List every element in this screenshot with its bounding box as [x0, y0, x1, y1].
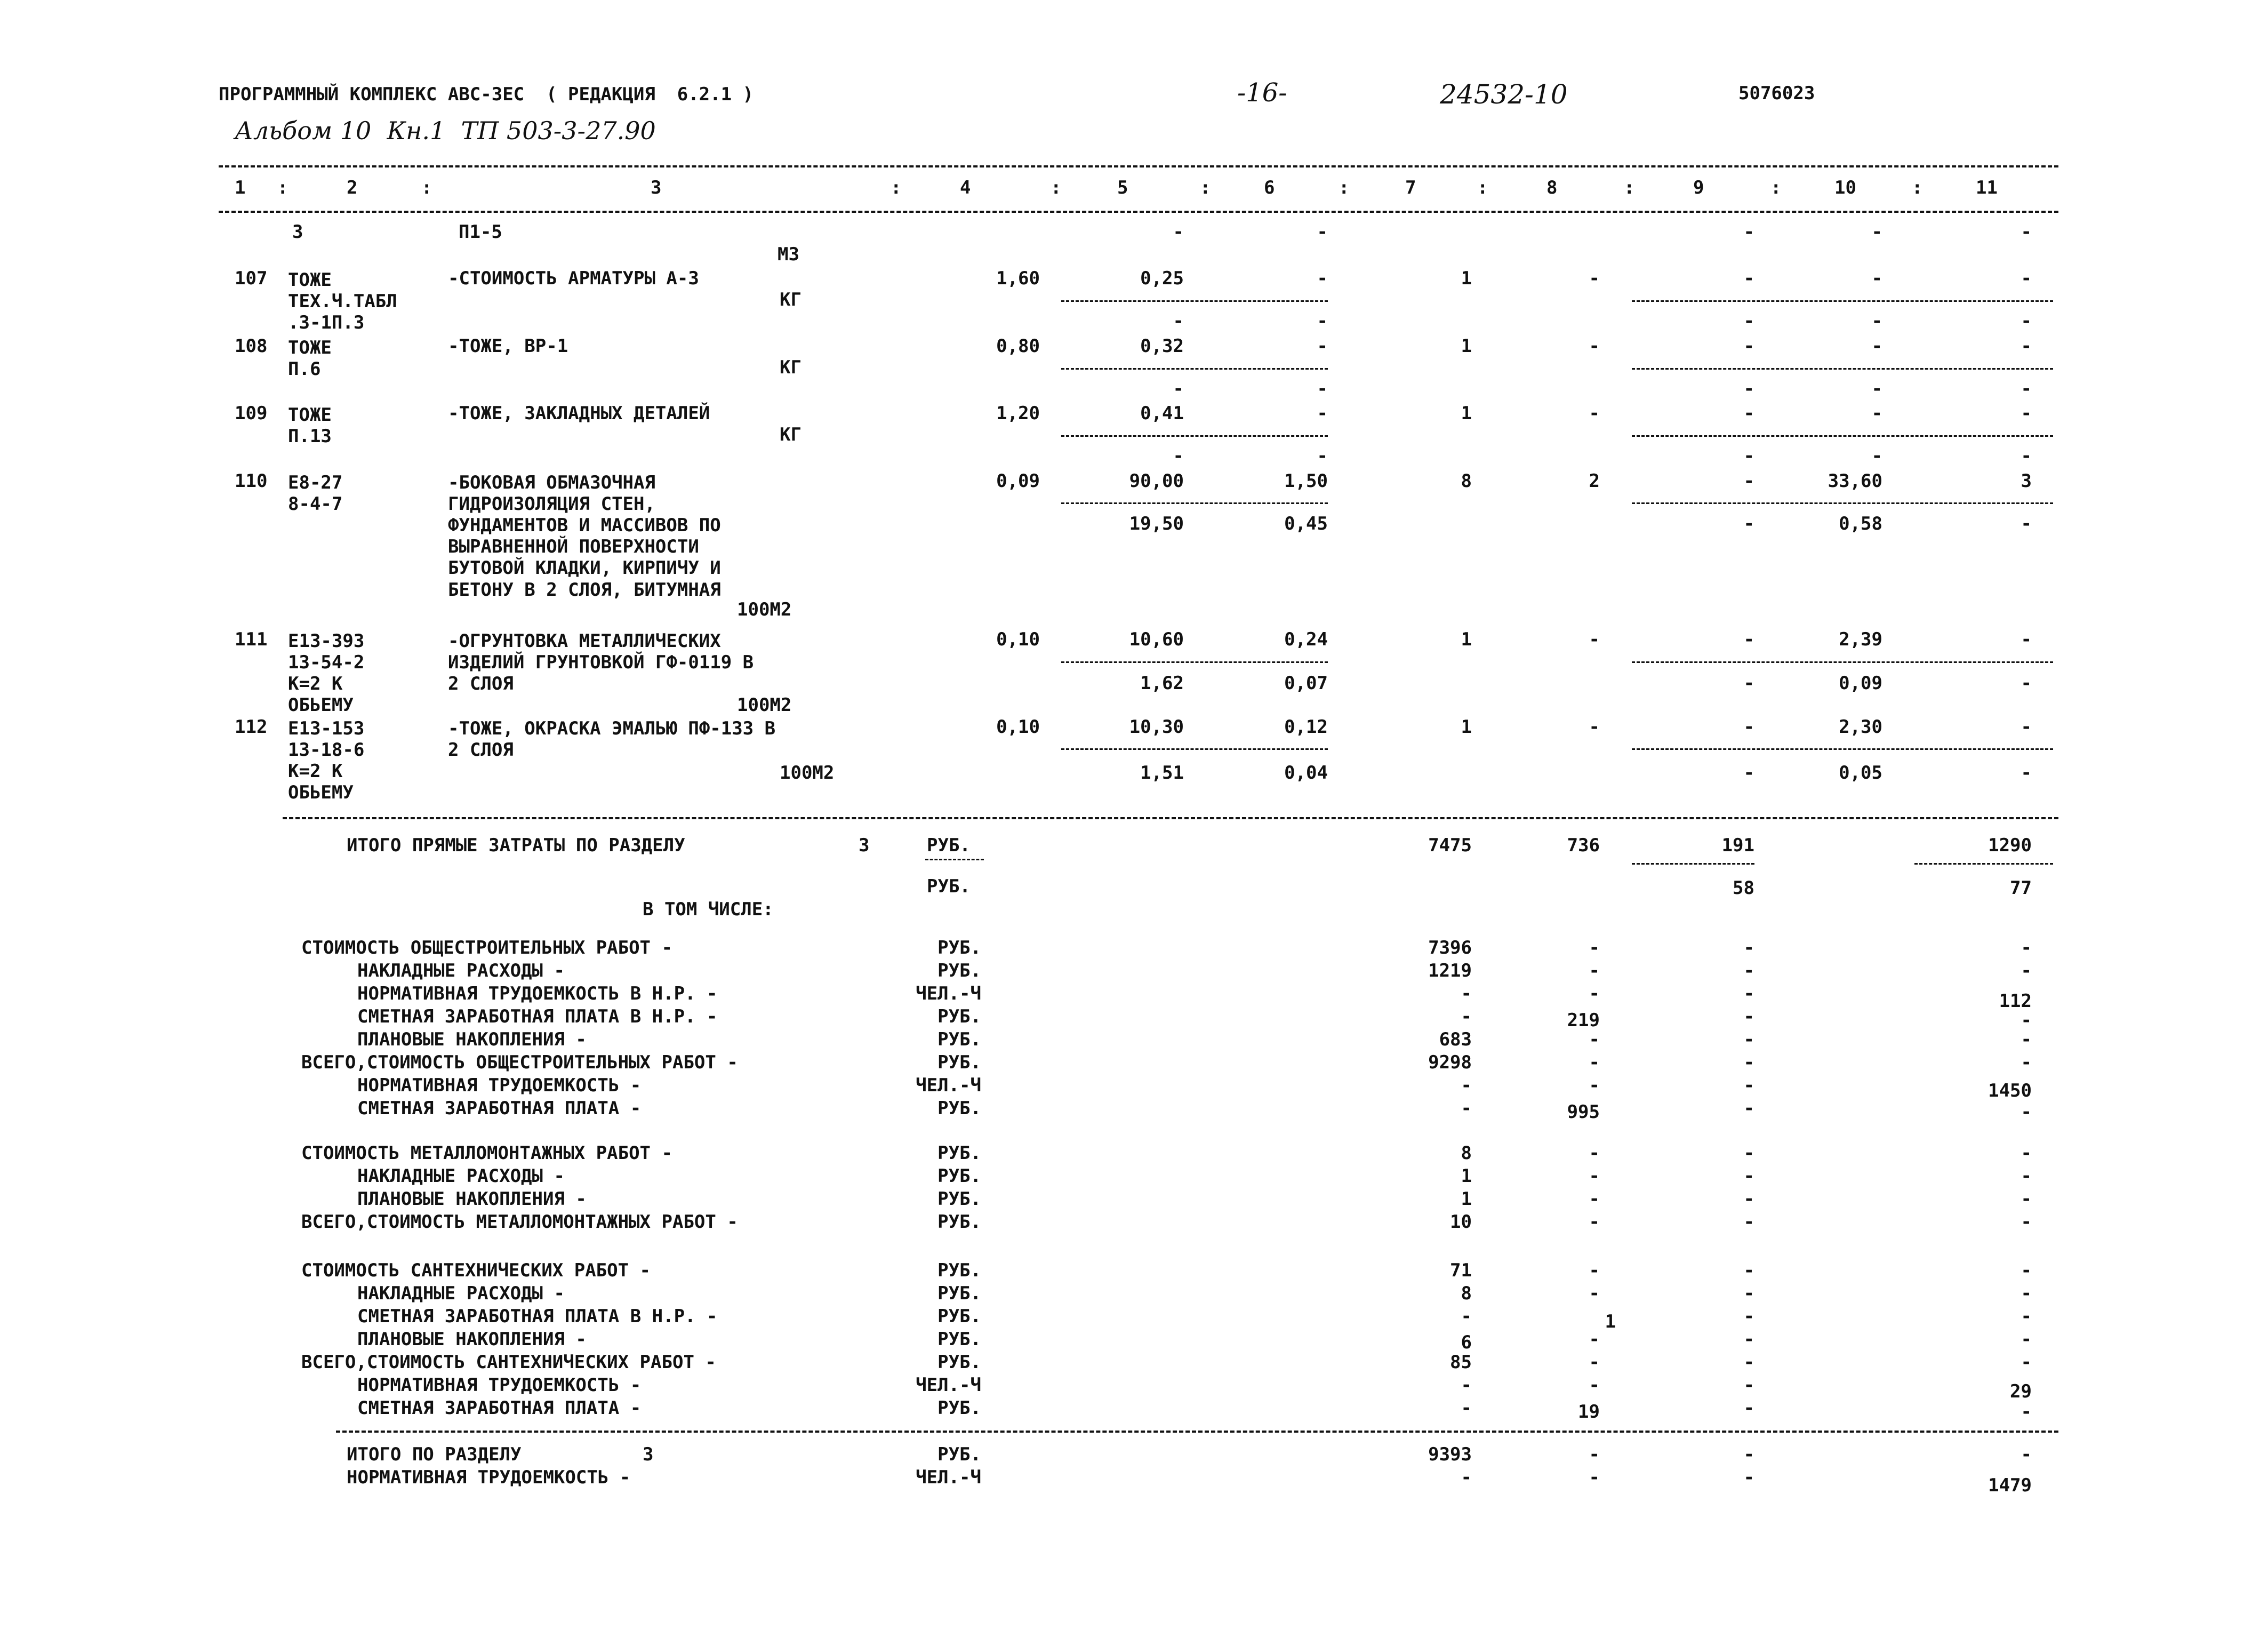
col-header-4: 4 [960, 177, 971, 198]
col-header-10: 10 [1834, 177, 1856, 198]
album-note: Альбом 10 Кн.1 ТП 503-3-27.90 [235, 116, 656, 145]
header-bottom-rule [219, 211, 2058, 213]
col-header-8: 8 [1546, 177, 1558, 198]
col-header-7: 7 [1405, 177, 1416, 198]
section-total-rule [336, 1431, 2058, 1433]
doc-code: 5076023 [1738, 83, 1815, 104]
col-header-9: 9 [1693, 177, 1704, 198]
col-header-2: 2 [347, 177, 358, 198]
including-label: В ТОМ ЧИСЛЕ: [643, 899, 774, 920]
col-header-6: 6 [1264, 177, 1275, 198]
col-header-5: 5 [1117, 177, 1128, 198]
col-header-11: 11 [1976, 177, 1998, 198]
header-top-rule [219, 165, 2058, 167]
page-number: -16- [1237, 78, 1287, 108]
program-title: ПРОГРАММНЫЙ КОМПЛЕКС АВС-ЗЕС ( РЕДАКЦИЯ 6.2.1 ) [219, 84, 754, 105]
col-header-3: 3 [651, 177, 662, 198]
direct-costs-label: ИТОГО ПРЯМЫЕ ЗАТРАТЫ ПО РАЗДЕЛУ [347, 835, 685, 856]
doc-number: 24532-10 [1440, 79, 1568, 110]
totals-top-rule [283, 817, 2058, 819]
col-header-1: 1 [235, 177, 246, 198]
